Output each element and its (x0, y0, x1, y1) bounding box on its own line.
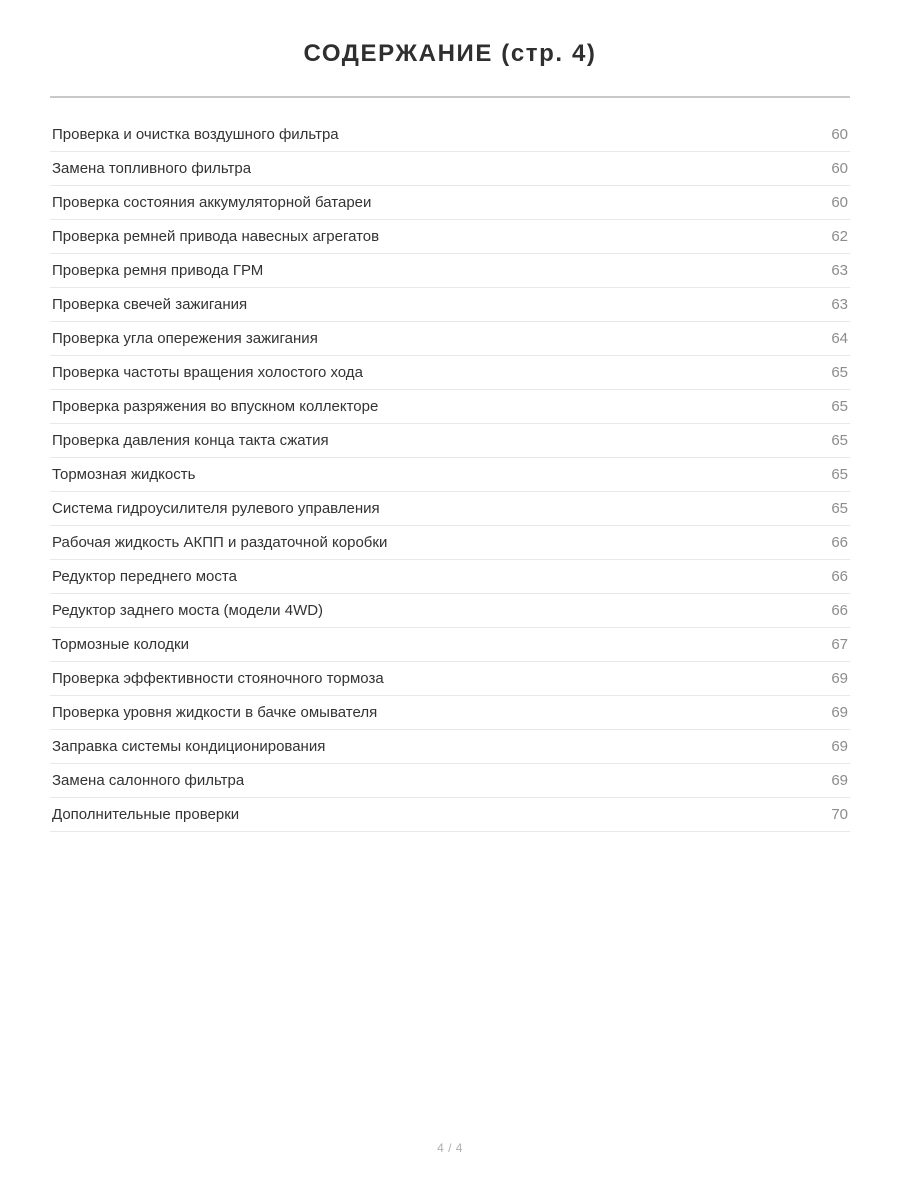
toc-entry-page-number: 60 (831, 160, 848, 177)
toc-entry-title: Проверка ремня привода ГРМ (52, 262, 264, 279)
toc-entry-title: Проверка состояния аккумуляторной батареи (52, 194, 372, 211)
toc-entry-title: Дополнительные проверки (52, 806, 240, 823)
toc-entry[interactable] (50, 424, 850, 458)
toc-entry-title: Заправка системы кондиционирования (52, 738, 326, 755)
toc-entry-title: Проверка уровня жидкости в бачке омывателя (52, 704, 378, 721)
toc-entry-title: Проверка эффективности стояночного тормоза (52, 670, 384, 687)
page-footer: 4 / 4 (437, 1141, 463, 1155)
toc-entry[interactable] (50, 390, 850, 424)
toc-entry[interactable] (50, 594, 850, 628)
toc-entry-page-number: 69 (831, 772, 848, 789)
toc-entry-title: Рабочая жидкость АКПП и раздаточной коробки (52, 534, 388, 551)
toc-entry-page-number: 63 (831, 296, 848, 313)
toc-entry-title: Редуктор переднего моста (52, 568, 237, 585)
toc-entry[interactable] (50, 696, 850, 730)
toc-entry-page-number: 66 (831, 568, 848, 585)
toc-entry-page-number: 69 (831, 704, 848, 721)
toc-entry-title: Тормозные колодки (52, 636, 189, 653)
toc-entry[interactable] (50, 458, 850, 492)
toc-entry-page-number: 65 (831, 398, 848, 415)
toc-entry[interactable] (50, 662, 850, 696)
toc-entry[interactable] (50, 186, 850, 220)
toc-entry[interactable] (50, 152, 850, 186)
toc-entry-page-number: 67 (831, 636, 848, 653)
toc-entry-title: Проверка частоты вращения холостого хода (52, 364, 363, 381)
page-title: СОДЕРЖАНИЕ (стр. 4) (303, 40, 597, 67)
toc-entry-page-number: 65 (831, 364, 848, 381)
toc-entry-title: Проверка угла опережения зажигания (52, 330, 318, 347)
table-of-contents-list (50, 118, 850, 832)
toc-entry-title: Проверка свечей зажигания (52, 296, 248, 313)
toc-entry[interactable] (50, 628, 850, 662)
toc-entry[interactable] (50, 356, 850, 390)
toc-entry[interactable] (50, 730, 850, 764)
toc-entry[interactable] (50, 118, 850, 152)
toc-entry[interactable] (50, 798, 850, 832)
toc-entry-page-number: 62 (831, 228, 848, 245)
toc-entry-page-number: 64 (831, 330, 848, 347)
toc-entry[interactable] (50, 764, 850, 798)
title-divider (50, 96, 850, 98)
toc-entry-page-number: 65 (831, 432, 848, 449)
toc-entry-title: Проверка давления конца такта сжатия (52, 432, 329, 449)
toc-entry-page-number: 66 (831, 534, 848, 551)
toc-entry-page-number: 60 (831, 194, 848, 211)
toc-entry-page-number: 66 (831, 602, 848, 619)
toc-entry-title: Проверка и очистка воздушного фильтра (52, 126, 339, 143)
toc-entry-page-number: 60 (831, 126, 848, 143)
toc-entry-title: Замена топливного фильтра (52, 160, 252, 177)
toc-entry[interactable] (50, 492, 850, 526)
toc-entry-page-number: 65 (831, 466, 848, 483)
toc-entry-page-number: 65 (831, 500, 848, 517)
toc-entry-page-number: 69 (831, 670, 848, 687)
toc-entry[interactable] (50, 322, 850, 356)
toc-entry-page-number: 63 (831, 262, 848, 279)
toc-entry-title: Система гидроусилителя рулевого управления (52, 500, 380, 517)
toc-entry[interactable] (50, 254, 850, 288)
toc-entry-title: Редуктор заднего моста (модели 4WD) (52, 602, 324, 619)
toc-entry[interactable] (50, 288, 850, 322)
toc-entry-title: Замена салонного фильтра (52, 772, 245, 789)
toc-entry[interactable] (50, 220, 850, 254)
toc-entry-page-number: 69 (831, 738, 848, 755)
toc-entry-page-number: 70 (831, 806, 848, 823)
toc-entry-title: Проверка разряжения во впускном коллекторе (52, 398, 379, 415)
toc-entry-title: Тормозная жидкость (52, 466, 196, 483)
toc-entry[interactable] (50, 526, 850, 560)
toc-entry-title: Проверка ремней привода навесных агрегатов (52, 228, 380, 245)
toc-entry[interactable] (50, 560, 850, 594)
